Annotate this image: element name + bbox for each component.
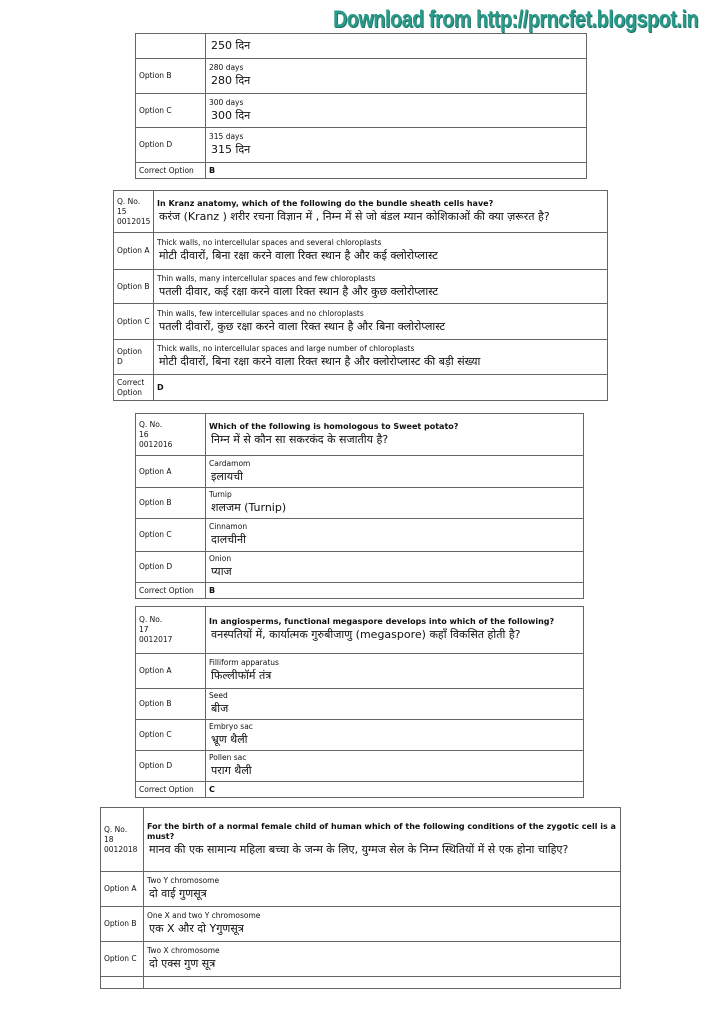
download-banner: Download from http://prncfet.blogspot.in [333,6,699,33]
qno-label: Q. No. [104,824,128,834]
option-row [136,552,584,583]
option-hindi: प्याज [211,565,232,578]
option-english: Cardamom [209,458,251,468]
question-english: In Kranz anatomy, which of the following do the bundle sheath cells have? [157,198,494,208]
correct-option-label: Correct Option [114,375,154,401]
option-hindi: 315 दिन [211,143,251,156]
option-row-c [136,94,587,128]
option-english: Thick walls, no intercellular spaces and several chloroplasts [157,238,382,247]
correct-option-label: Correct Option [136,583,206,599]
question-number-cell [136,414,206,456]
question-hindi: 250 दिन [211,39,251,52]
option-row-b [136,59,587,94]
question-14-table-partial [135,33,587,179]
option-english: 280 days [209,63,244,72]
option-text [206,519,584,552]
option-row [136,689,584,720]
option-label: Option D [136,751,206,782]
option-english: 300 days [209,97,244,107]
question-row [101,808,621,872]
correct-option-value: B [206,583,584,599]
qno: 18 [104,834,114,844]
correct-option-row [136,782,584,798]
option-english: 315 days [209,132,244,141]
option-row [114,270,608,304]
option-label: Option C [136,519,206,552]
option-label: Option C [114,304,154,340]
option-hindi: फिल्लीफॉर्म तंत्र [211,669,272,682]
option-text [206,59,587,94]
label-cell [101,977,144,989]
question-17-table [135,606,584,798]
correct-option-row [136,583,584,599]
option-label: Option A [136,456,206,488]
question-english: In angiosperms, functional megaspore develops into which of the following? [209,617,555,626]
option-hindi: शलजम (Turnip) [211,501,287,514]
option-english: Thin walls, many intercellular spaces and few chloroplasts [157,273,376,283]
option-text [206,488,584,519]
option-text [206,751,584,782]
option-row [136,654,584,689]
option-row-cut-off [101,977,621,989]
option-english: Filliform apparatus [209,658,279,667]
qno: 16 [139,429,149,439]
question-cell [144,808,621,872]
option-label: Option D [114,340,154,375]
question-english: Which of the following is homologous to Sweet potato? [209,421,459,431]
option-text [154,340,608,375]
question-number-cell [114,191,154,233]
correct-option-label: Correct Option [136,163,206,179]
option-hindi: दो एक्स गुण सूत्र [149,957,216,970]
option-label: Option C [136,94,206,128]
qno-label: Q. No. [117,196,141,206]
option-english: Cinnamon [209,522,248,531]
qno: 17 [139,625,149,634]
correct-option-label: Correct Option [136,782,206,798]
option-text [154,270,608,304]
text-cell [144,977,621,989]
option-label: Option A [136,654,206,689]
option-text [154,233,608,270]
option-hindi: 300 दिन [211,108,251,122]
option-row [136,519,584,552]
option-row [101,872,621,907]
option-text [206,689,584,720]
correct-option-value: B [206,163,587,179]
question-code: 0012016 [139,439,173,449]
option-text [206,94,587,128]
correct-option-row [114,375,608,401]
option-english: One X and two Y chromosome [147,911,261,920]
option-label: Option D [136,128,206,163]
option-row [114,233,608,270]
option-label: Option A [114,233,154,270]
option-english: Two Y chromosome [147,876,220,885]
option-hindi: दालचीनी [211,533,246,546]
question-16-table [135,413,584,599]
correct-option-row [136,163,587,179]
option-row [136,720,584,751]
option-label: Option C [136,720,206,751]
question-cell [206,414,584,456]
correct-option-value: C [206,782,584,798]
option-label: Option B [136,689,206,720]
option-row [136,488,584,519]
option-row-d [136,128,587,163]
option-label: Option B [101,907,144,942]
option-text [144,942,621,977]
option-label: Option D [136,552,206,583]
option-hindi: बीज [211,702,229,715]
option-hindi: इलायची [211,469,243,483]
option-english: Embryo sac [209,722,253,731]
option-english: Two X chromosome [147,946,220,955]
question-row [136,607,584,654]
option-text [144,872,621,907]
option-text [206,720,584,751]
option-hindi: दो वाई गुणसूत्र [149,887,207,900]
option-english: Thin walls, few intercellular spaces and no chloroplasts [157,308,364,318]
question-cell [154,191,608,233]
option-hindi: पतली दीवारों, कुछ रक्षा करने वाला रिक्त स्थान है और बिना क्लोरोप्लास्ट [159,319,446,333]
label-cell [136,34,206,59]
option-text [206,552,584,583]
question-row [114,191,608,233]
option-hindi: मोटी दीवारों, बिना रक्षा करने वाला रिक्त स्थान है और क्लोरोप्लास्ट की बड़ी संख्या [159,355,481,368]
question-row [136,414,584,456]
question-row [136,34,587,59]
option-english: Pollen sac [209,753,247,762]
option-row [114,304,608,340]
option-text [144,907,621,942]
option-hindi: एक X और दो Yगुणसूत्र [149,922,244,935]
option-row [114,340,608,375]
option-label: Option B [114,270,154,304]
option-english: Seed [209,691,228,700]
question-cell [206,34,587,59]
question-number-cell [101,808,144,872]
question-code: 0012018 [104,844,138,854]
question-hindi: करंज (Kranz ) शरीर रचना विज्ञान में , निम्न में से जो बंडल म्यान कोशिकाओं की क्या ज़रूरत है? [159,209,550,223]
question-hindi: वनस्पतियों में, कार्यात्मक गुरुबीजाणु (megaspore) कहाँ विकसित होती है? [211,628,521,641]
question-english: For the birth of a normal female child of human which of the following conditions of the zygotic cell is a must? [147,821,616,841]
option-hindi: पतली दीवार, कई रक्षा करने वाला रिक्त स्थान है और कुछ क्लोरोप्लास्ट [159,284,439,298]
option-row [136,456,584,488]
option-text [154,304,608,340]
qno: 15 [117,206,127,216]
option-row [136,751,584,782]
option-label: Option B [136,59,206,94]
qno-label: Q. No. [139,615,163,624]
option-label: Option B [136,488,206,519]
option-label: Option C [101,942,144,977]
option-text [206,128,587,163]
option-row [101,942,621,977]
question-hindi: मानव की एक सामान्य महिला बच्चा के जन्म के लिए, युग्मज सेल के निम्न स्थितियों में से एक होना चाहिए? [149,842,569,856]
question-code: 0012015 [117,216,151,226]
option-hindi: 280 दिन [211,74,251,87]
option-text [206,654,584,689]
option-english: Turnip [209,490,232,499]
option-hindi: मोटी दीवारों, बिना रक्षा करने वाला रिक्त स्थान है और कई क्लोरोप्लास्ट [159,249,438,262]
option-english: Onion [209,554,232,563]
question-code: 0012017 [139,635,173,644]
question-cell [206,607,584,654]
question-hindi: निम्न में से कौन सा सकरकंद के सजातीय है? [211,432,389,446]
qno-label: Q. No. [139,419,163,429]
question-number-cell [136,607,206,654]
option-hindi: भ्रूण थैली [211,733,248,746]
option-label: Option A [101,872,144,907]
option-english: Thick walls, no intercellular spaces and large number of chloroplasts [157,344,415,353]
option-hindi: पराग थैली [211,764,252,777]
option-text [206,456,584,488]
question-15-table [113,190,608,401]
correct-option-value: D [154,375,608,401]
question-18-table [100,807,621,989]
option-row [101,907,621,942]
